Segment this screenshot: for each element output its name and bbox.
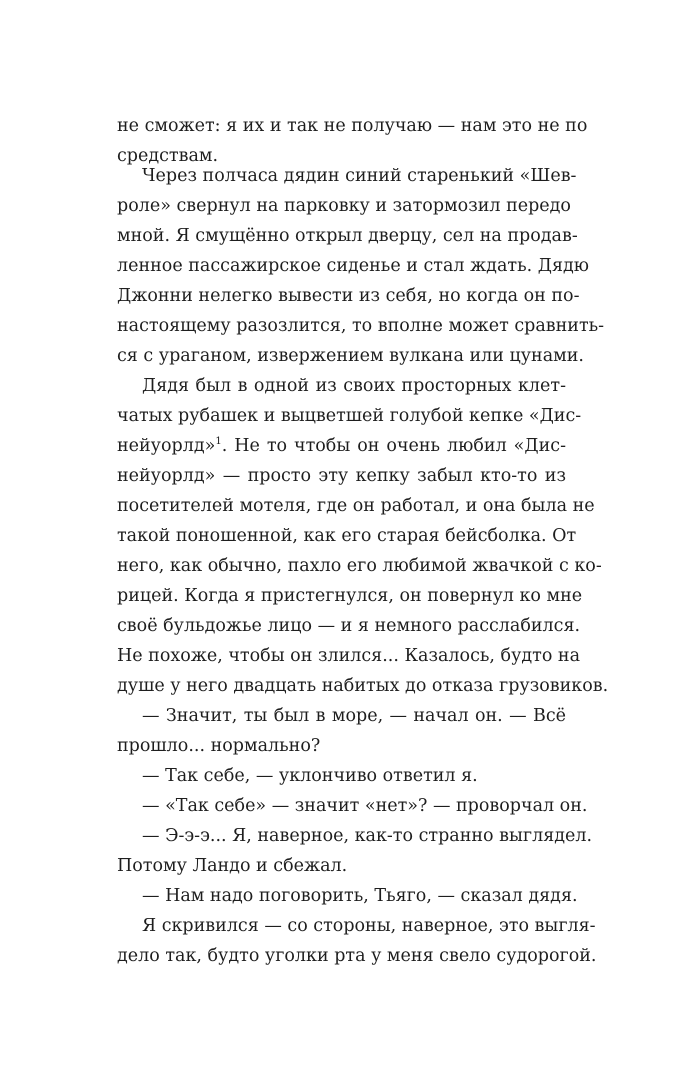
text-line: чатых рубашек и выцветшей голубой кепке «Дис-: [117, 406, 582, 426]
text-line: Джонни нелегко вывести из себя, но когда он по-: [117, 286, 580, 306]
text-fragment: нейуорлд»: [117, 436, 216, 456]
text-line: рицей. Когда я пристегнулся, он повернул ко мне: [117, 586, 583, 606]
text-line: Через полчаса дядин синий старенький «Шев-: [142, 166, 577, 186]
text-line: посетителей мотеля, где он работал, и она была не: [117, 496, 595, 516]
text-line: Я скривился — со стороны, наверное, это выгля-: [142, 916, 596, 936]
text-line: Не похоже, чтобы он злился... Казалось, будто на: [117, 646, 581, 666]
text-line: нейуорлд» — просто эту кепку забыл кто-то из: [117, 466, 566, 486]
text-line: роле» свернул на парковку и затормозил передо: [117, 196, 571, 216]
text-line: него, как обычно, пахло его любимой жвачкой с ко-: [117, 556, 602, 576]
text-line: дело так, будто уголки рта у меня свело судорогой.: [117, 946, 597, 966]
text-fragment: . Не то чтобы он очень любил «Дис-: [221, 436, 566, 456]
text-line: такой поношенной, как его старая бейсболка. От: [117, 526, 577, 546]
text-line: не сможет: я их и так не получаю — нам это не по: [117, 116, 588, 136]
text-line: — Э-э-э... Я, наверное, как-то странно выглядел.: [142, 826, 593, 846]
text-line: средствам.: [117, 146, 219, 166]
text-line: мной. Я смущённо открыл дверцу, сел на продав-: [117, 226, 578, 246]
text-line: — «Так себе» — значит «нет»? — проворчал он.: [142, 796, 588, 816]
text-line: ленное пассажирское сиденье и стал ждать. Дядю: [117, 256, 589, 276]
text-line: прошло... нормально?: [117, 736, 321, 756]
footnote-marker: 1: [215, 436, 222, 448]
text-line: [117, 431, 566, 461]
text-line: — Так себе, — уклончиво ответил я.: [142, 766, 478, 786]
text-line: — Нам надо поговорить, Тьяго, — сказал дядя.: [142, 886, 578, 906]
text-line: Потому Ландо и сбежал.: [117, 856, 348, 876]
text-line: душе у него двадцать набитых до отказа грузовиков.: [117, 676, 609, 696]
text-line: ся с ураганом, извержением вулкана или цунами.: [117, 346, 584, 366]
text-line: настоящему разозлится, то вполне может сравнить-: [117, 316, 605, 336]
text-line: — Значит, ты был в море, — начал он. — Всё: [142, 706, 566, 726]
text-line: своё бульдожье лицо — и я немного расслабился.: [117, 616, 581, 636]
text-line: Дядя был в одной из своих просторных клет-: [142, 376, 566, 396]
